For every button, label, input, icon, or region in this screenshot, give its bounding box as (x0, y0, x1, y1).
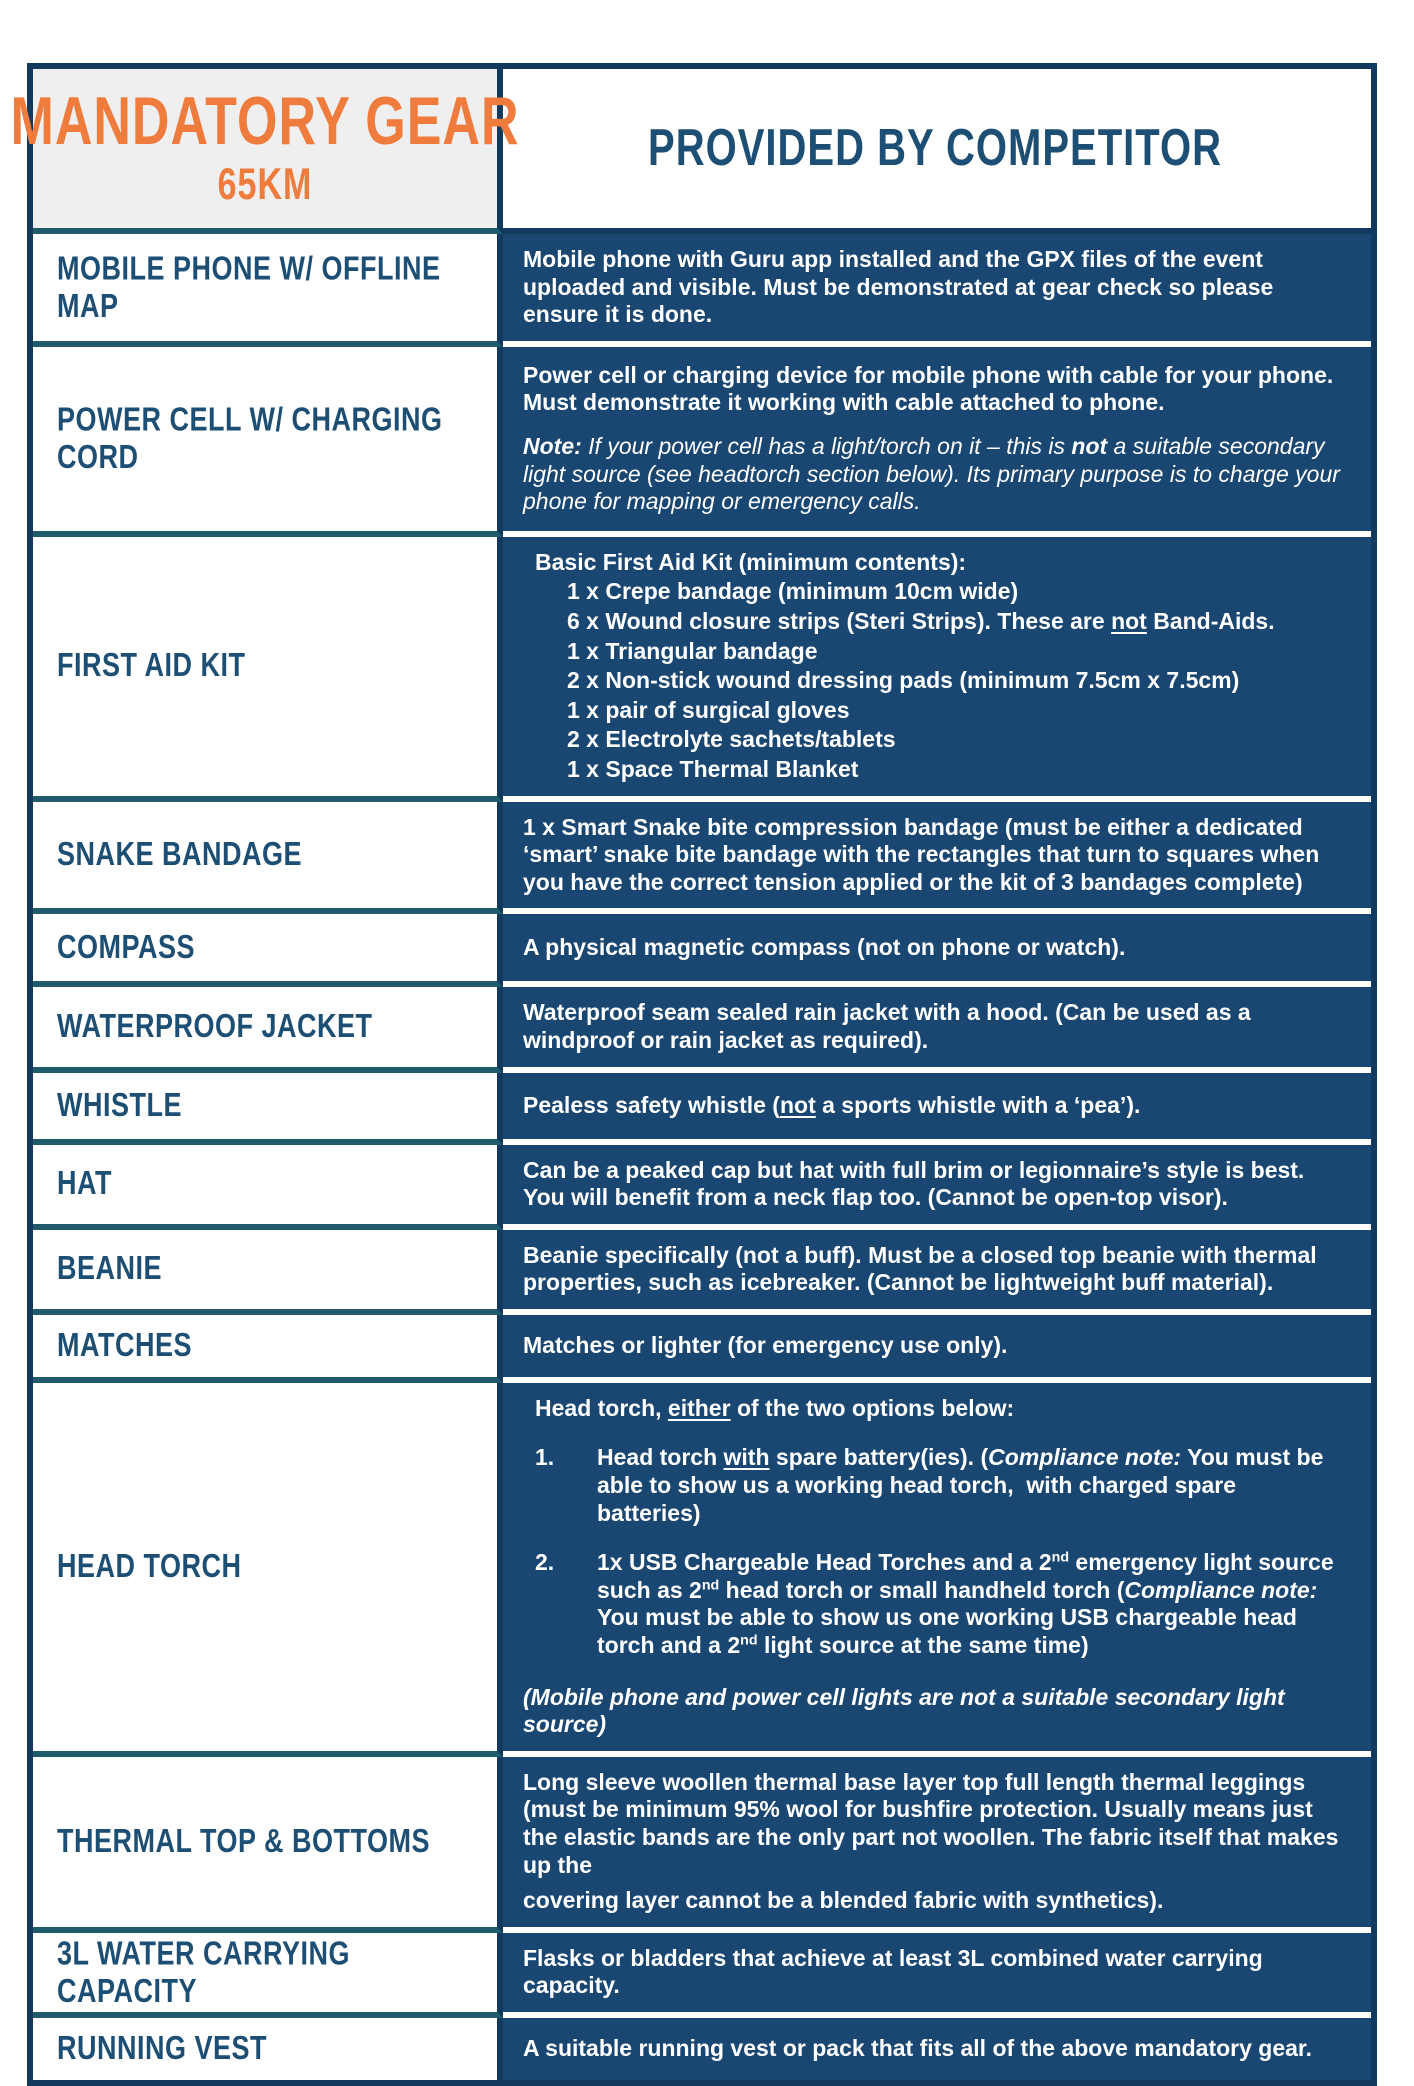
gear-label-matches: MATCHES (57, 1326, 192, 1364)
gear-description-first-aid-p2: 6 x Wound closure strips (Steri Strips). These are not Band-Aids. (567, 607, 1275, 634)
mandatory-gear-table (10, 63, 1377, 2086)
list-number: 1. (535, 1444, 555, 1471)
gear-description-head-torch-p0: Head torch, either of the two options below: (535, 1394, 1015, 1421)
gear-description-running-vest-p0: A suitable running vest or pack that fits all of the above mandatory gear. (523, 2035, 1312, 2062)
gear-row-matches (33, 1315, 1371, 1383)
header-row (10, 69, 1371, 234)
table-distance: 65KM (217, 160, 313, 210)
gear-label-head-torch: HEAD TORCH (57, 1547, 242, 1585)
gear-label-thermal: THERMAL TOP & BOTTOMS (57, 1821, 431, 1860)
gear-label-cell-water (33, 1933, 503, 2018)
provided-by-competitor-title: PROVIDED BY COMPETITOR (648, 119, 1222, 177)
gear-description-water-p0: Flasks or bladders that achieve at least 3L combined water carrying capacity. (523, 1944, 1263, 1999)
gear-label-cell-beanie (33, 1230, 503, 1315)
gear-description-cell-waterproof-jacket (503, 987, 1371, 1072)
gear-description-power-cell-p0: Power cell or charging device for mobile phone with cable for your phone. Must demonstrate it working with cable attached to phone. (523, 361, 1334, 416)
gear-description-first-aid-p5: 1 x pair of surgical gloves (567, 696, 850, 723)
header-left-cell (10, 69, 520, 234)
gear-description-cell-thermal (503, 1757, 1371, 1933)
table-title: MANDATORY GEAR (10, 84, 520, 160)
gear-label-cell-matches (33, 1315, 503, 1383)
gear-label-waterproof-jacket: WATERPROOF JACKET (57, 1007, 373, 1045)
list-text: 1x USB Chargeable Head Torches and a 2nd emergency light source such as 2nd head torch or small handheld torch (Compliance note: You must be able to show us one working USB chargeable head torch and a 2nd light source at the same time) (597, 1549, 1334, 1659)
gear-label-cell-first-aid (33, 537, 503, 802)
gear-description-first-aid-p6: 2 x Electrolyte sachets/tablets (567, 726, 896, 753)
gear-row-beanie (33, 1230, 1371, 1315)
gear-description-head-torch-p1 (535, 1444, 1347, 1527)
gear-description-power-cell-p1: Note: If your power cell has a light/torch on it – this is not a suitable secondary light source (see headtorch section below). Its primary purpose is to charge your phone for mapping or emergency calls. (523, 432, 1340, 515)
gear-row-head-torch (33, 1383, 1371, 1757)
gear-row-thermal (33, 1757, 1371, 1933)
gear-description-thermal-p0: Long sleeve woollen thermal base layer top full length thermal leggings (must be minimum 95% wool for bushfire protection. Usually means just the elastic bands are the only part not woollen. The fabric itself that makes up the (523, 1768, 1339, 1878)
gear-description-compass-p0: A physical magnetic compass (not on phone or watch). (523, 934, 1126, 961)
gear-row-compass (33, 914, 1371, 987)
gear-rows (33, 234, 1371, 2080)
gear-label-cell-hat (33, 1145, 503, 1230)
gear-description-first-aid-p7: 1 x Space Thermal Blanket (567, 755, 859, 782)
gear-label-cell-power-cell (33, 347, 503, 537)
gear-description-cell-power-cell (503, 347, 1371, 537)
gear-description-beanie-p0: Beanie specifically (not a buff). Must be a closed top beanie with thermal properties, such as icebreaker. (Cannot be lightweight buff material). (523, 1241, 1317, 1296)
gear-description-first-aid-p0: Basic First Aid Kit (minimum contents): (535, 548, 967, 575)
gear-label-running-vest: RUNNING VEST (57, 2029, 268, 2067)
gear-description-hat-p0: Can be a peaked cap but hat with full brim or legionnaire’s style is best. You will benefit from a neck flap too. (Cannot be open-top visor). (523, 1156, 1305, 1211)
gear-description-cell-snake-bandage (503, 802, 1371, 915)
gear-description-cell-matches (503, 1315, 1371, 1383)
gear-description-cell-beanie (503, 1230, 1371, 1315)
gear-label-cell-waterproof-jacket (33, 987, 503, 1072)
gear-description-first-aid-p4: 2 x Non-stick wound dressing pads (minimum 7.5cm x 7.5cm) (567, 667, 1240, 694)
gear-description-waterproof-jacket-p0: Waterproof seam sealed rain jacket with a hood. (Can be used as a windproof or rain jacket as required). (523, 999, 1251, 1053)
gear-row-water (33, 1933, 1371, 2018)
gear-description-first-aid-p3: 1 x Triangular bandage (567, 637, 818, 664)
gear-label-compass: COMPASS (57, 928, 196, 966)
gear-label-whistle: WHISTLE (57, 1085, 182, 1124)
gear-label-cell-whistle (33, 1073, 503, 1145)
gear-row-running-vest (33, 2018, 1371, 2080)
gear-description-snake-bandage-p0: 1 x Smart Snake bite compression bandage (must be either a dedicated ‘smart’ snake bite bandage with the rectangles that turn to squares when you have the correct tension applied or the kit of 3 bandages complete) (523, 813, 1320, 895)
list-text: Head torch with spare battery(ies). (Compliance note: You must be able to show us a working head torch, with charged spare batteries) (597, 1444, 1324, 1526)
gear-row-first-aid (33, 537, 1371, 802)
gear-row-snake-bandage (33, 802, 1371, 915)
gear-description-cell-mobile-phone (503, 234, 1371, 347)
gear-row-hat (33, 1145, 1371, 1230)
gear-description-matches-p0: Matches or lighter (for emergency use only). (523, 1332, 1008, 1359)
gear-label-cell-compass (33, 914, 503, 987)
gear-label-water: 3L WATER CARRYING CAPACITY (57, 1934, 351, 2009)
gear-description-cell-hat (503, 1145, 1371, 1230)
gear-label-power-cell: POWER CELL W/ CHARGING CORD (57, 400, 443, 476)
gear-label-cell-mobile-phone (33, 234, 503, 347)
gear-description-cell-whistle (503, 1073, 1371, 1145)
gear-label-cell-snake-bandage (33, 802, 503, 915)
gear-label-beanie: BEANIE (57, 1249, 163, 1287)
gear-row-waterproof-jacket (33, 987, 1371, 1072)
gear-row-power-cell (33, 347, 1371, 537)
gear-row-mobile-phone (33, 234, 1371, 347)
header-right-cell (503, 69, 1371, 234)
gear-description-cell-compass (503, 914, 1371, 987)
gear-label-cell-head-torch (33, 1383, 503, 1757)
gear-description-cell-running-vest (503, 2018, 1371, 2080)
list-number: 2. (535, 1549, 555, 1576)
gear-description-whistle-p0: Pealess safety whistle (not a sports whistle with a ‘pea’). (523, 1091, 1141, 1118)
gear-description-cell-first-aid (503, 537, 1371, 802)
gear-description-first-aid-p1: 1 x Crepe bandage (minimum 10cm wide) (567, 578, 1019, 605)
gear-description-cell-head-torch (503, 1383, 1371, 1757)
gear-label-mobile-phone: MOBILE PHONE W/ OFFLINE MAP (57, 249, 441, 324)
gear-description-mobile-phone-p0: Mobile phone with Guru app installed and the GPX files of the event uploaded and visible. Must be demonstrated at gear check so please ensure it is done. (523, 246, 1274, 328)
gear-label-snake-bandage: SNAKE BANDAGE (57, 835, 303, 873)
gear-description-thermal-p1: covering layer cannot be a blended fabric with synthetics). (523, 1887, 1164, 1914)
gear-label-first-aid: FIRST AID KIT (57, 646, 246, 684)
gear-label-hat: HAT (57, 1164, 112, 1202)
gear-description-cell-water (503, 1933, 1371, 2018)
gear-description-head-torch-p3: (Mobile phone and power cell lights are not a suitable secondary light source) (523, 1683, 1285, 1738)
gear-label-cell-running-vest (33, 2018, 503, 2080)
gear-label-cell-thermal (33, 1757, 503, 1933)
gear-description-head-torch-p2 (535, 1549, 1347, 1659)
gear-row-whistle (33, 1073, 1371, 1145)
